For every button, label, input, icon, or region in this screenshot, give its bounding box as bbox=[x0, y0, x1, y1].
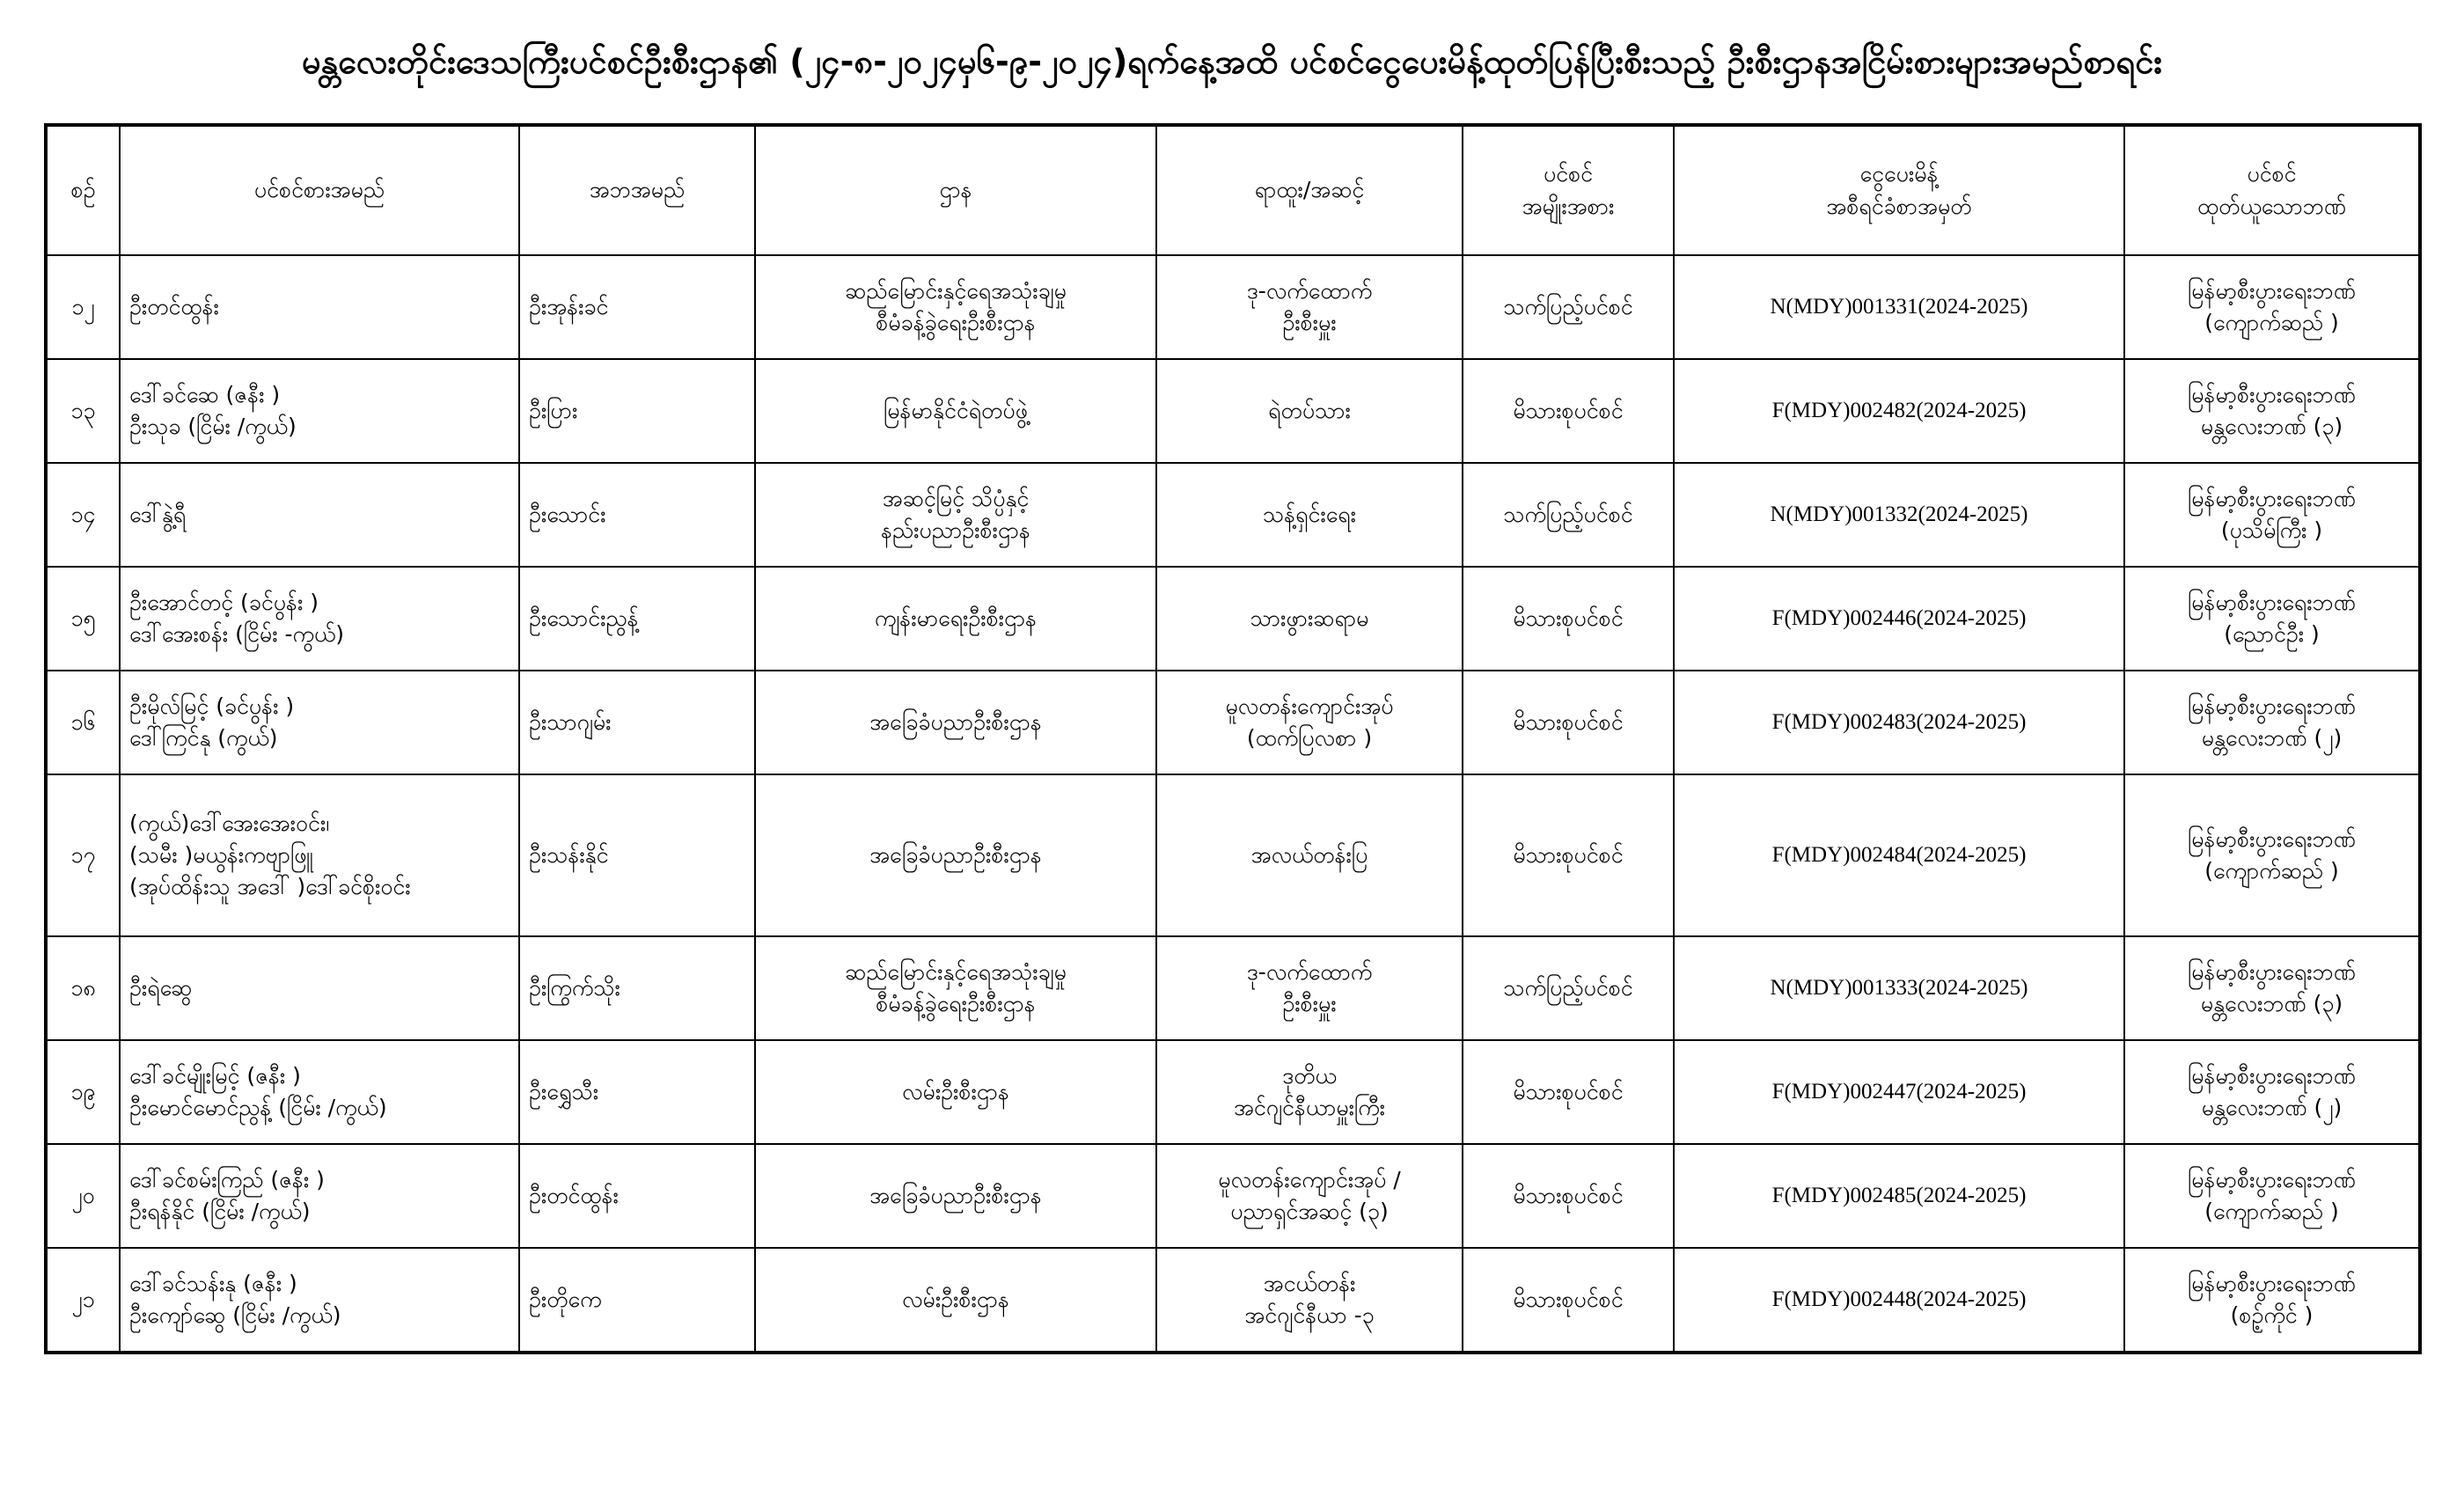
row-number: ၁၇ bbox=[46, 774, 120, 936]
rank bbox=[1156, 1248, 1463, 1353]
pensioner-name bbox=[120, 567, 519, 671]
bank bbox=[2124, 463, 2420, 567]
table-body bbox=[46, 255, 2420, 1353]
bank-line: (ကျောက်ဆည် ) bbox=[2204, 310, 2339, 335]
pensioner-name-line: ဒေါ်ကြင်နု (ကွယ်) bbox=[129, 725, 278, 751]
bank bbox=[2124, 1144, 2420, 1248]
father-name: ဦးရွှေသီး bbox=[519, 1040, 755, 1144]
pension-type: သက်ပြည့်ပင်စင် bbox=[1463, 255, 1674, 359]
pensioner-name-line: (သမီး )မယွန်းကဗျာဖြူ bbox=[129, 841, 313, 868]
bank-line: မြန်မာ့စီးပွားရေးဘဏ် bbox=[2188, 1166, 2356, 1192]
rank-line: မူလတန်းကျောင်းအုပ် bbox=[1225, 693, 1394, 719]
header-license-line2: အစီရင်ခံစာအမှတ် bbox=[1826, 193, 1972, 219]
pensioner-name bbox=[120, 359, 519, 463]
rank bbox=[1156, 671, 1463, 774]
row-number: ၁၆ bbox=[46, 671, 120, 774]
header-row bbox=[46, 125, 2420, 255]
pension-type: သက်ပြည့်ပင်စင် bbox=[1463, 936, 1674, 1040]
bank-line: မန္တလေးဘဏ် (၃) bbox=[2200, 991, 2343, 1016]
table-row bbox=[46, 463, 2420, 567]
table-row bbox=[46, 671, 2420, 774]
department-line: လမ်းဦးစီးဌာန bbox=[902, 1078, 1009, 1104]
pension-type: မိသားစုပင်စင် bbox=[1463, 774, 1674, 936]
table-row bbox=[46, 1040, 2420, 1144]
pensioner-name bbox=[120, 936, 519, 1040]
license-number: N(MDY)001333(2024-2025) bbox=[1674, 936, 2124, 1040]
department bbox=[755, 936, 1156, 1040]
table-row bbox=[46, 255, 2420, 359]
bank bbox=[2124, 1248, 2420, 1353]
pension-type: မိသားစုပင်စင် bbox=[1463, 359, 1674, 463]
pensioner-name-line: ဦးမောင်မောင်ညွန့် (ငြိမ်း /ကွယ်) bbox=[129, 1095, 387, 1120]
row-number: ၁၂ bbox=[46, 255, 120, 359]
pensioner-name-line: ဒေါ်ခင်မျိုးမြင့် (ဇနီး ) bbox=[129, 1062, 301, 1089]
header-pension-type bbox=[1463, 125, 1674, 255]
rank-line: ဒုတိယ bbox=[1282, 1062, 1337, 1089]
pensioner-name-line: ဒေါ်နွဲ့ရီ bbox=[129, 501, 187, 527]
department bbox=[755, 359, 1156, 463]
header-bank-line1: ပင်စင် bbox=[2247, 161, 2297, 187]
rank-line: ဒု-လက်ထောက် bbox=[1246, 958, 1373, 985]
row-number: ၁၃ bbox=[46, 359, 120, 463]
pensioner-name-line: ဦးရဲဆွေ bbox=[129, 974, 193, 1001]
department-line: လမ်းဦးစီးဌာန bbox=[902, 1286, 1009, 1312]
father-name: ဦးသောင်းညွန့် bbox=[519, 567, 755, 671]
license-number: F(MDY)002482(2024-2025) bbox=[1674, 359, 2124, 463]
table-row bbox=[46, 567, 2420, 671]
bank-line: မြန်မာ့စီးပွားရေးဘဏ် bbox=[2188, 1270, 2356, 1296]
pensioner-name bbox=[120, 255, 519, 359]
bank-line: မြန်မာ့စီးပွားရေးဘဏ် bbox=[2188, 1062, 2356, 1089]
rank bbox=[1156, 774, 1463, 936]
bank-line: မြန်မာ့စီးပွားရေးဘဏ် bbox=[2188, 958, 2356, 985]
pension-type: မိသားစုပင်စင် bbox=[1463, 1248, 1674, 1353]
pensioner-name-line: ဦးကျော်ဆွေ (ငြိမ်း /ကွယ်) bbox=[129, 1302, 341, 1328]
row-number: ၁၄ bbox=[46, 463, 120, 567]
department-line: ကျန်းမာရေးဦးစီးဌာန bbox=[874, 605, 1038, 631]
rank bbox=[1156, 567, 1463, 671]
table-row bbox=[46, 774, 2420, 936]
license-number: F(MDY)002485(2024-2025) bbox=[1674, 1144, 2124, 1248]
table-row bbox=[46, 1144, 2420, 1248]
bank-line: (ညောင်ဦး ) bbox=[2224, 621, 2320, 647]
rank-line: ရဲတပ်သား bbox=[1268, 397, 1351, 423]
license-number: F(MDY)002448(2024-2025) bbox=[1674, 1248, 2124, 1353]
pensioner-name bbox=[120, 463, 519, 567]
pensioner-name-line: ဦးရန်နိုင် (ငြိမ်း /ကွယ်) bbox=[129, 1199, 311, 1224]
header-name: ပင်စင်စားအမည် bbox=[120, 125, 519, 255]
rank-line: (ထက်ပြလစာ ) bbox=[1246, 725, 1373, 751]
department-line: အခြေခံပညာဦးစီးဌာန bbox=[869, 841, 1042, 868]
rank bbox=[1156, 255, 1463, 359]
pensioner-name-line: ဦးမိုလ်မြင့် (ခင်ပွန်း ) bbox=[129, 693, 295, 719]
father-name: ဦးသာဂျမ်း bbox=[519, 671, 755, 774]
department bbox=[755, 671, 1156, 774]
department bbox=[755, 567, 1156, 671]
bank-line: (ကျောက်ဆည် ) bbox=[2204, 858, 2339, 884]
bank-line: မြန်မာ့စီးပွားရေးဘဏ် bbox=[2188, 693, 2356, 719]
pensioner-name-line: ဒေါ်ခင်ဆေ (ဇနီး ) bbox=[129, 381, 281, 407]
department-line: ဆည်မြောင်းနှင့်ရေအသုံးချမှု bbox=[845, 277, 1067, 304]
rank-line: ဒု-လက်ထောက် bbox=[1246, 277, 1373, 304]
pensioner-name-line: (ကွယ်)ဒေါ်အေးအေးဝင်း၊ bbox=[129, 810, 330, 836]
rank-line: အငယ်တန်း bbox=[1263, 1270, 1356, 1296]
pension-type: မိသားစုပင်စင် bbox=[1463, 1040, 1674, 1144]
department-line: စီမံခန့်ခွဲရေးဦးစီးဌာန bbox=[876, 991, 1036, 1016]
father-name: ဦးတင်ထွန်း bbox=[519, 1144, 755, 1248]
rank-line: သားဖွားဆရာမ bbox=[1250, 605, 1369, 631]
rank-line: ဦးစီးမှူး bbox=[1282, 991, 1337, 1016]
row-number: ၂၀ bbox=[46, 1144, 120, 1248]
father-name: ဦးသောင်း bbox=[519, 463, 755, 567]
pensioner-name-line: ဒေါ်ခင်သန်းနု (ဇနီး ) bbox=[129, 1270, 297, 1296]
department-line: မြန်မာနိုင်ငံရဲတပ်ဖွဲ့ bbox=[884, 397, 1028, 423]
rank-line: ပညာရှင်အဆင့် (၃) bbox=[1230, 1199, 1389, 1224]
department bbox=[755, 1144, 1156, 1248]
page-title: မန္တလေးတိုင်းဒေသကြီးပင်စင်ဦးစီးဌာန၏ (၂၄-၈-၂၀၂၄မှ၆-၉-၂၀၂၄)ရက်နေ့အထိ ပင်စင်ငွေပေးမိန့်ထုတ်ပြန်ပြီးစီးသည့် ဦးစီးဌာနအငြိမ်းစားများအမည်စာရင်း bbox=[301, 42, 2163, 81]
bank bbox=[2124, 936, 2420, 1040]
bank-line: မြန်မာ့စီးပွားရေးဘဏ် bbox=[2188, 485, 2356, 511]
department-line: အခြေခံပညာဦးစီးဌာန bbox=[869, 1182, 1042, 1208]
pensioner-name-line: ဦးသုခ (ငြိမ်း /ကွယ်) bbox=[129, 414, 297, 439]
bank-line: မန္တလေးဘဏ် (၂) bbox=[2201, 1095, 2343, 1120]
table-row bbox=[46, 1248, 2420, 1353]
table-row bbox=[46, 936, 2420, 1040]
rank bbox=[1156, 1040, 1463, 1144]
license-number: F(MDY)002483(2024-2025) bbox=[1674, 671, 2124, 774]
pensioner-name bbox=[120, 1040, 519, 1144]
bank-line: မြန်မာ့စီးပွားရေးဘဏ် bbox=[2188, 277, 2356, 304]
header-bank bbox=[2124, 125, 2420, 255]
bank bbox=[2124, 359, 2420, 463]
pension-type: သက်ပြည့်ပင်စင် bbox=[1463, 463, 1674, 567]
header-no: စဉ် bbox=[46, 125, 120, 255]
father-name: ဦးတိုကေ bbox=[519, 1248, 755, 1353]
pensioner-name-line: ဦးအောင်တင့် (ခင်ပွန်း ) bbox=[129, 589, 319, 615]
pension-type: မိသားစုပင်စင် bbox=[1463, 671, 1674, 774]
header-license bbox=[1674, 125, 2124, 255]
license-number: N(MDY)001332(2024-2025) bbox=[1674, 463, 2124, 567]
rank-line: အလယ်တန်းပြ bbox=[1250, 841, 1368, 868]
header-pension-type-line1: ပင်စင် bbox=[1543, 161, 1594, 187]
pensioner-name bbox=[120, 1144, 519, 1248]
department bbox=[755, 255, 1156, 359]
father-name: ဦးပြား bbox=[519, 359, 755, 463]
license-number: F(MDY)002484(2024-2025) bbox=[1674, 774, 2124, 936]
father-name: ဦးကြွက်သိုး bbox=[519, 936, 755, 1040]
pension-type: မိသားစုပင်စင် bbox=[1463, 567, 1674, 671]
pensioner-name-line: ဒေါ်ခင်စမ်းကြည် (ဇနီး ) bbox=[129, 1166, 325, 1192]
department-line: နည်းပညာဦးစီးဌာန bbox=[881, 517, 1030, 543]
rank-line: အင်ဂျင်နီယာမှူးကြီး bbox=[1233, 1095, 1386, 1120]
pensioner-name-line: (အုပ်ထိန်းသူ အဒေါ် )ဒေါ်ခင်စိုးဝင်း bbox=[129, 874, 411, 900]
pensioner-name bbox=[120, 671, 519, 774]
pension-type: မိသားစုပင်စင် bbox=[1463, 1144, 1674, 1248]
license-number: N(MDY)001331(2024-2025) bbox=[1674, 255, 2124, 359]
license-number: F(MDY)002447(2024-2025) bbox=[1674, 1040, 2124, 1144]
department bbox=[755, 463, 1156, 567]
pensioner-name bbox=[120, 1248, 519, 1353]
department-line: ဆည်မြောင်းနှင့်ရေအသုံးချမှု bbox=[845, 958, 1067, 985]
header-bank-line2: ထုတ်ယူသောဘဏ် bbox=[2196, 193, 2347, 219]
bank bbox=[2124, 671, 2420, 774]
rank-line: သန့်ရှင်းရေး bbox=[1263, 501, 1356, 527]
header-rank: ရာထူး/အဆင့် bbox=[1156, 125, 1463, 255]
row-number: ၁၈ bbox=[46, 936, 120, 1040]
bank-line: မြန်မာ့စီးပွားရေးဘဏ် bbox=[2188, 589, 2356, 615]
header-pension-type-line2: အမျိုးအစား bbox=[1522, 193, 1615, 219]
bank-line: မြန်မာ့စီးပွားရေးဘဏ် bbox=[2188, 381, 2356, 407]
father-name: ဦးသန်းနိုင် bbox=[519, 774, 755, 936]
bank bbox=[2124, 567, 2420, 671]
pension-table bbox=[44, 123, 2422, 1354]
department-line: စီမံခန့်ခွဲရေးဦးစီးဌာန bbox=[876, 310, 1036, 335]
bank-line: (ပုသိမ်ကြီး ) bbox=[2220, 517, 2323, 543]
pensioner-name-line: ဦးတင်ထွန်း bbox=[129, 293, 219, 319]
bank bbox=[2124, 1040, 2420, 1144]
department-line: အခြေခံပညာဦးစီးဌာန bbox=[869, 708, 1042, 735]
rank-line: အင်ဂျင်နီယာ -၃ bbox=[1244, 1302, 1375, 1328]
department bbox=[755, 774, 1156, 936]
row-number: ၁၉ bbox=[46, 1040, 120, 1144]
header-father: အဘအမည် bbox=[519, 125, 755, 255]
pensioner-name-line: ဒေါ်အေးစန်း (ငြိမ်း -ကွယ်) bbox=[129, 621, 345, 647]
table-row bbox=[46, 359, 2420, 463]
header-department: ဌာန bbox=[755, 125, 1156, 255]
rank bbox=[1156, 1144, 1463, 1248]
header-license-line1: ငွေပေးမိန့် bbox=[1859, 161, 1939, 187]
department bbox=[755, 1248, 1156, 1353]
rank-line: ဦးစီးမှူး bbox=[1282, 310, 1337, 335]
row-number: ၂၁ bbox=[46, 1248, 120, 1353]
bank bbox=[2124, 255, 2420, 359]
rank bbox=[1156, 463, 1463, 567]
bank-line: မန္တလေးဘဏ် (၃) bbox=[2200, 414, 2343, 439]
bank-line: (စဥ့်ကိုင် ) bbox=[2230, 1302, 2314, 1328]
bank-line: မြန်မာ့စီးပွားရေးဘဏ် bbox=[2188, 825, 2356, 852]
department bbox=[755, 1040, 1156, 1144]
father-name: ဦးအုန်းခင် bbox=[519, 255, 755, 359]
pensioner-name bbox=[120, 774, 519, 936]
bank bbox=[2124, 774, 2420, 936]
bank-line: မန္တလေးဘဏ် (၂) bbox=[2201, 725, 2343, 751]
rank-line: မူလတန်းကျောင်းအုပ် / bbox=[1218, 1166, 1401, 1192]
bank-line: (ကျောက်ဆည် ) bbox=[2204, 1199, 2339, 1224]
row-number: ၁၅ bbox=[46, 567, 120, 671]
license-number: F(MDY)002446(2024-2025) bbox=[1674, 567, 2124, 671]
department-line: အဆင့်မြင့် သိပ္ပံနှင့် bbox=[882, 485, 1030, 511]
rank bbox=[1156, 359, 1463, 463]
rank bbox=[1156, 936, 1463, 1040]
